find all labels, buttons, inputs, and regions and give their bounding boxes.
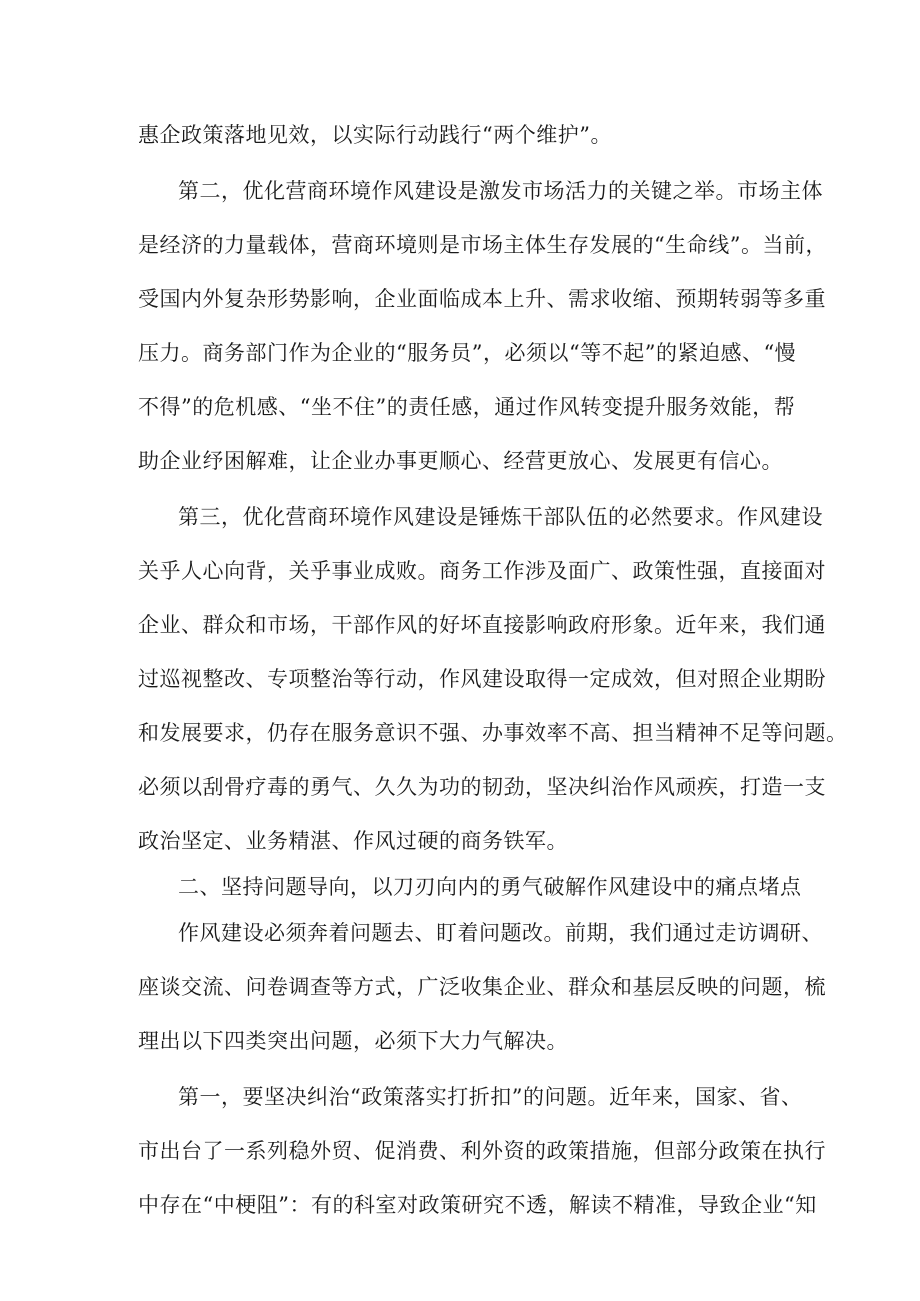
- text-line: 座谈交流、问卷调查等方式，广泛收集企业、群众和基层反映的问题，梳: [138, 975, 826, 999]
- text-line: 是经济的力量载体，营商环境则是市场主体生存发展的“生命线”。当前，: [138, 233, 827, 257]
- text-line: 和发展要求，仍存在服务意识不强、办事效率不高、担当精神不足等问题。: [138, 721, 848, 745]
- text-line: 作风建设必须奔着问题去、盯着问题改。前期，我们通过走访调研、: [178, 921, 823, 945]
- text-line: 理出以下四类突出问题，必须下大力气解决。: [138, 1029, 568, 1053]
- text-line: 政治坚定、业务精湛、作风过硬的商务铁军。: [138, 829, 568, 853]
- text-line: 压力。商务部门作为企业的“服务员”，必须以“等不起”的紧迫感、“慢: [138, 341, 797, 365]
- text-line: 企业、群众和市场，干部作风的好坏直接影响政府形象。近年来，我们通: [138, 613, 826, 637]
- section-heading: 二、坚持问题导向，以刀刃向内的勇气破解作风建设中的痛点堵点: [178, 875, 802, 899]
- text-line: 惠企政策落地见效，以实际行动践行“两个维护”。: [138, 123, 612, 147]
- text-line: 受国内外复杂形势影响，企业面临成本上升、需求收缩、预期转弱等多重: [138, 287, 826, 311]
- text-line: 关乎人心向背，关乎事业成败。商务工作涉及面广、政策性强，直接面对: [138, 559, 826, 583]
- text-line: 不得”的危机感、“坐不住”的责任感，通过作风转变提升服务效能，帮: [138, 395, 796, 419]
- text-line: 助企业纾困解难，让企业办事更顺心、经营更放心、发展更有信心。: [138, 449, 783, 473]
- text-line: 必须以刮骨疗毒的勇气、久久为功的韧劲，坚决纠治作风顽疾，打造一支: [138, 775, 826, 799]
- text-line: 第二，优化营商环境作风建设是激发市场活力的关键之举。市场主体: [178, 179, 823, 203]
- text-line: 市出台了一系列稳外贸、促消费、利外资的政策措施，但部分政策在执行: [138, 1139, 826, 1163]
- text-line: 第一，要坚决纠治“政策落实打折扣”的问题。近年来，国家、省、: [178, 1085, 803, 1109]
- text-line: 过巡视整改、专项整治等行动，作风建设取得一定成效，但对照企业期盼: [138, 667, 826, 691]
- text-line: 第三，优化营商环境作风建设是锤炼干部队伍的必然要求。作风建设: [178, 505, 823, 529]
- text-line: 中存在“中梗阻”：有的科室对政策研究不透，解读不精准，导致企业“知: [138, 1193, 817, 1217]
